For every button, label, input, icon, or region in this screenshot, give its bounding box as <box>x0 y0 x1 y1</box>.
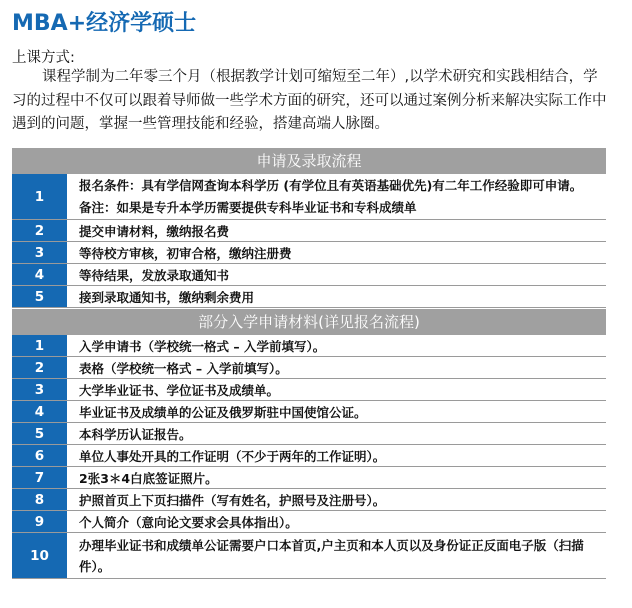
row-label: 提交申请材料，缴纳报名费 <box>79 223 230 239</box>
row-label: 接到录取通知书，缴纳剩余费用 <box>79 289 255 305</box>
table-row <box>12 335 606 357</box>
row-number: 2 <box>12 220 68 241</box>
materials-table <box>12 309 606 579</box>
row-number: 8 <box>12 489 68 510</box>
table-row <box>12 489 606 511</box>
row-label: 等待校方审核，初审合格，缴纳注册费 <box>79 245 292 261</box>
row-text <box>68 489 606 510</box>
application-process-header: 申请及录取流程 <box>12 148 606 174</box>
row-label: 毕业证书及成绩单的公证及俄罗斯驻中国使馆公证。 <box>79 404 367 420</box>
row-number: 10 <box>12 533 68 578</box>
table-row <box>12 423 606 445</box>
application-process-table <box>12 148 606 308</box>
row-number: 3 <box>12 379 68 400</box>
row-label: 等待结果，发放录取通知书 <box>79 267 230 283</box>
row-number: 5 <box>12 423 68 444</box>
row-number: 9 <box>12 511 68 532</box>
intro-text: 课程学制为二年零三个月（根据教学计划可缩短至二年）,以学术研究和实践相结合，学习的过程中不仅可以跟着导师做一些学术方面的研究，还可以通过案例分析来解决实际工作中遇到的问题，掌握一些管理技能和经验，搭建高端人脉圈。 <box>12 69 607 132</box>
eligibility-line: 报名条件：具有学信网查询本科学历 (有学位且有英语基础优先)有二年工作经验即可申请。 <box>79 177 583 193</box>
row-label: 单位人事处开具的工作证明（不少于两年的工作证明）。 <box>79 448 386 464</box>
row-text <box>68 379 606 400</box>
table-row <box>12 445 606 467</box>
row-label: 个人简介（意向论文要求会具体指出）。 <box>79 514 298 530</box>
table-row <box>12 511 606 533</box>
row-text <box>68 264 606 285</box>
table-row <box>12 242 606 264</box>
intro-paragraph <box>12 66 612 137</box>
row-number: 4 <box>12 264 68 285</box>
row-label: 护照首页上下页扫描件（写有姓名，护照号及注册号）。 <box>79 492 386 508</box>
row-label: 办理毕业证书和成绩单公证需要户口本首页,户主页和本人页以及身份证正反面电子版（扫描件）。 <box>79 537 584 574</box>
row-text <box>68 220 606 241</box>
table-row <box>12 220 606 242</box>
table-row <box>12 357 606 379</box>
note-line: 备注：如果是专升本学历需要提供专科毕业证书和专科成绩单 <box>79 199 417 215</box>
row-text <box>68 467 606 488</box>
page-title: MBA+经济学硕士 <box>12 11 197 36</box>
row-label: 入学申请书（学校统一格式 – 入学前填写）。 <box>79 338 326 354</box>
row-text <box>68 335 606 356</box>
row-label: 本科学历认证报告。 <box>79 426 192 442</box>
row-number: 7 <box>12 467 68 488</box>
row-text <box>68 423 606 444</box>
row-number: 3 <box>12 242 68 263</box>
row-number: 2 <box>12 357 68 378</box>
row-label: 大学毕业证书、学位证书及成绩单。 <box>79 382 280 398</box>
table-row <box>12 379 606 401</box>
row-text <box>68 401 606 422</box>
row-number: 5 <box>12 286 68 307</box>
row-text <box>68 357 606 378</box>
row-text <box>68 533 606 578</box>
table-row <box>12 264 606 286</box>
row-text <box>68 286 606 307</box>
row-text <box>68 445 606 466</box>
row-number: 1 <box>12 335 68 356</box>
table-row <box>12 174 606 220</box>
row-number: 6 <box>12 445 68 466</box>
row-text <box>68 174 606 219</box>
table-row <box>12 533 606 579</box>
table-row <box>12 286 606 308</box>
materials-header: 部分入学申请材料(详见报名流程) <box>12 309 606 335</box>
row-number: 4 <box>12 401 68 422</box>
intro-label: 上课方式: <box>12 50 75 66</box>
table-row <box>12 401 606 423</box>
row-number: 1 <box>12 174 68 219</box>
table-row <box>12 467 606 489</box>
row-label: 2张3＊4白底签证照片。 <box>79 470 218 486</box>
row-label: 表格（学校统一格式 – 入学前填写）。 <box>79 360 288 376</box>
row-text <box>68 511 606 532</box>
row-text <box>68 242 606 263</box>
